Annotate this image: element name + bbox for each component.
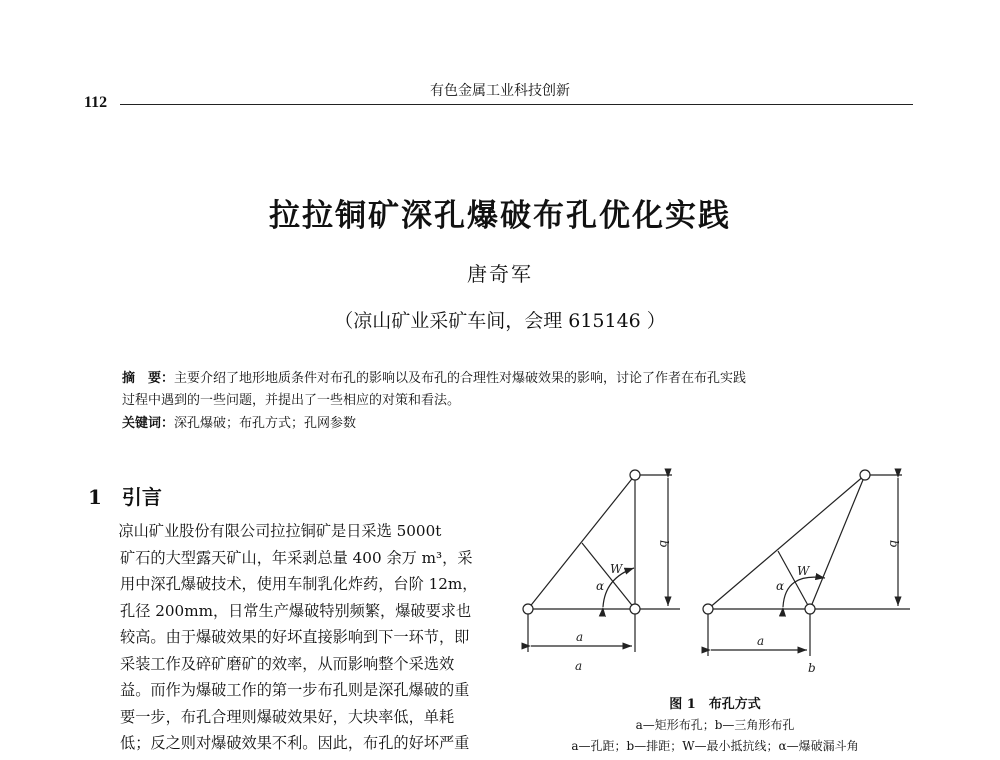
hole-icon [805, 604, 815, 614]
label-b: b [887, 540, 901, 548]
page-number: 112 [84, 94, 108, 111]
abstract-label: 摘 要： [122, 371, 175, 386]
w-line [582, 543, 635, 609]
panel-a-rectangular [523, 470, 680, 652]
label-a: a [576, 630, 584, 644]
label-w: W [610, 562, 623, 576]
body-line: 较高。由于爆破效果的好坏直接影响到下一环节，即 [120, 628, 470, 646]
body-line: 要一步，布孔合理则爆破效果好，大块率低，单耗 [120, 707, 455, 726]
body-line: 采装工作及碎矿磨矿的效率，从而影响整个采选效 [120, 654, 455, 673]
hole-icon [630, 470, 640, 480]
keywords-label: 关键词： [122, 416, 175, 431]
keywords-text: 深孔爆破；布孔方式；孔网参数 [174, 416, 357, 431]
label-a: a [757, 634, 765, 648]
hole-icon [860, 470, 870, 480]
body-line: 低；反之则对爆破效果不利。因此，布孔的好坏严重 [120, 734, 470, 752]
panel-b-label: b [808, 661, 816, 675]
body-line: 用中深孔爆破技术，使用车制乳化炸药，台阶 12m， [120, 575, 478, 593]
figure-subcaption: a—矩形布孔；b—三角形布孔 [635, 718, 795, 732]
author: 唐奇军 [467, 262, 533, 286]
hole-icon [703, 604, 713, 614]
body-line: 孔径 200mm，日常生产爆破特别频繁，爆破要求也 [120, 601, 472, 620]
label-alpha: α [776, 579, 785, 593]
label-alpha: α [596, 579, 605, 593]
body-line: 凉山矿业股份有限公司拉拉铜矿是日采选 5000t [88, 522, 442, 540]
journal-name: 有色金属工业科技创新 [430, 83, 570, 99]
hole-icon [630, 604, 640, 614]
abstract-text-2: 过程中遇到的一些问题，并提出了一些相应的对策和看法。 [122, 393, 461, 408]
article-title: 拉拉铜矿深孔爆破布孔优化实践 [269, 198, 731, 234]
affiliation: （凉山矿业采矿车间，会理 615146 ） [334, 310, 666, 332]
panel-b-triangular [703, 470, 910, 656]
figure-caption: 图 1 布孔方式 [669, 697, 761, 712]
panel-a-label: a [575, 659, 583, 673]
hole-icon [523, 604, 533, 614]
label-w: W [797, 564, 810, 578]
figure-legend: a—孔距；b—排距；W—最小抵抗线；α—爆破漏斗角 [571, 739, 859, 753]
section-heading: 1 引言 [88, 485, 162, 509]
body-line: 矿石的大型露天矿山，年采剥总量 400 余万 m³，采 [120, 548, 473, 567]
abstract-text-1: 主要介绍了地形地质条件对布孔的影响以及布孔的合理性对爆破效果的影响，讨论了作者在布孔实践 [174, 371, 747, 386]
body-line: 益。而作为爆破工作的第一步布孔则是深孔爆破的重 [120, 681, 470, 699]
label-b: b [657, 540, 671, 548]
